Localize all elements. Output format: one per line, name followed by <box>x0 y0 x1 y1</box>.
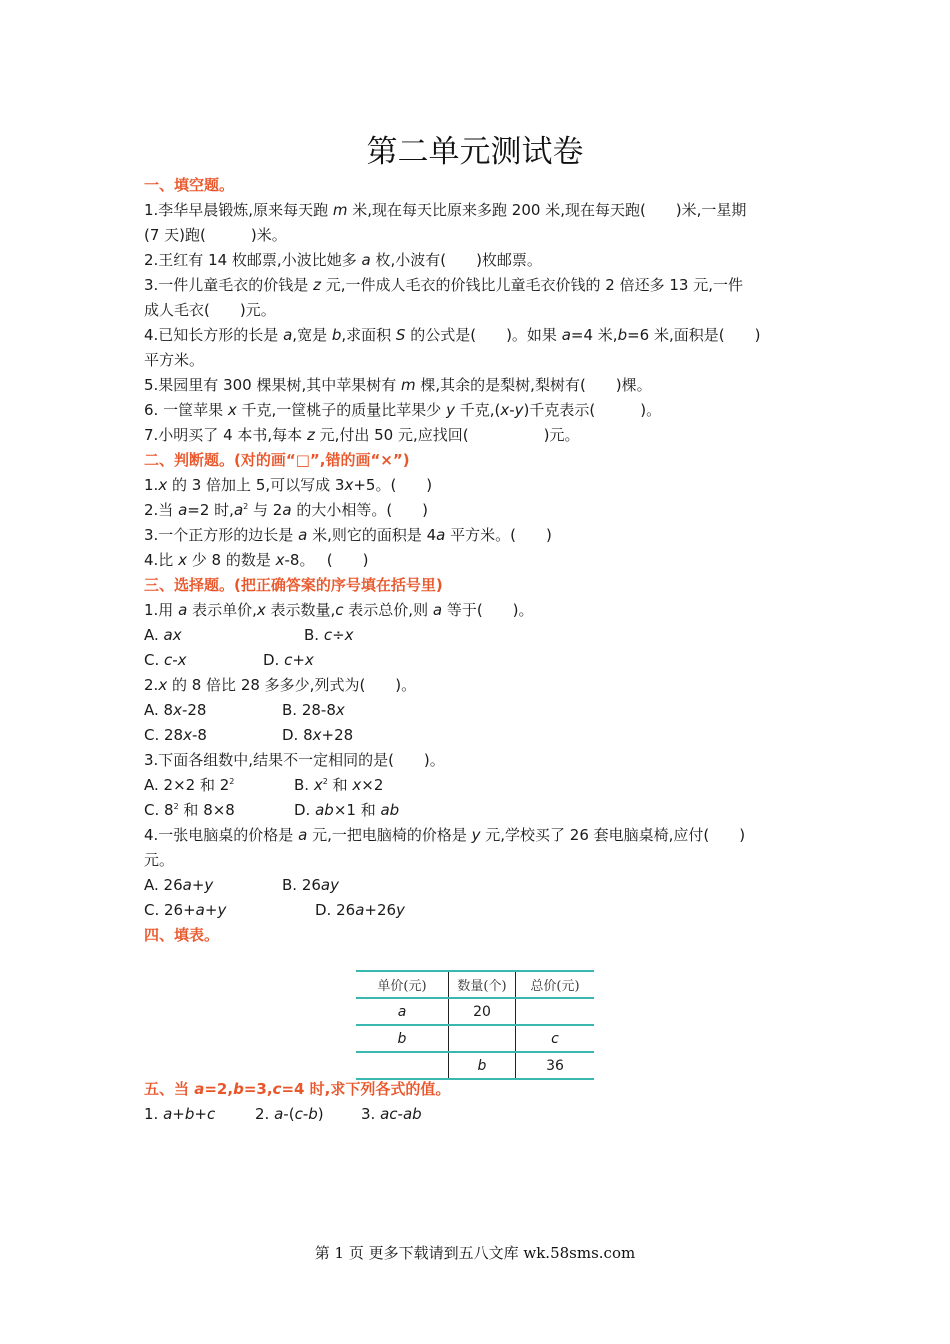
question-1-4: 4.已知长方形的长是 a,宽是 b,求面积 S 的公式是( )。如果 a=4 米,b=6 米,面积是( ) <box>144 326 761 344</box>
options-3-2-ab <box>144 698 809 723</box>
expressions-row <box>144 1102 809 1127</box>
option-d: D. 26a+26y <box>315 901 405 919</box>
question-2-2: 2.当 a=2 时$,a^2$ 与 2a 的大小相等。( ) <box>144 501 429 519</box>
expression-1: 1. a+b+c <box>144 1105 216 1123</box>
option-a: A. ax <box>144 626 182 644</box>
question-1-6: 6. 一筐苹果 x 千克,一筐桃子的质量比苹果少 y 千克,(x-y)千克表示( )。 <box>144 401 662 419</box>
option-a: A. 26a+y <box>144 876 214 894</box>
option-d: D. c+x <box>263 651 314 669</box>
options-3-3-ab <box>144 773 809 798</box>
option-d: D. 8x+28 <box>282 726 354 744</box>
header-quantity: 数量(个) <box>449 971 516 998</box>
table-row <box>356 998 594 1025</box>
table-cell: 36 <box>516 1052 595 1079</box>
table-row <box>356 1052 594 1079</box>
section-3-heading: 三、选择题。(把正确答案的序号填在括号里) <box>144 576 443 594</box>
question-1-3-cont: 成人毛衣( )元。 <box>144 301 276 319</box>
option-b: B. c÷x <box>304 626 354 644</box>
page-footer: 第 1 页 更多下载请到五八文库 wk.58sms.com <box>314 1244 636 1262</box>
question-1-4-cont: 平方米。 <box>144 351 205 369</box>
table-cell: c <box>516 1025 595 1052</box>
table-cell: 20 <box>449 998 516 1025</box>
option-b: B. $x^2$ 和 x×2 <box>294 776 384 794</box>
table-cell: b <box>449 1052 516 1079</box>
table-cell <box>516 998 595 1025</box>
table-header-row <box>356 971 594 998</box>
option-d: D. ab×1 和 ab <box>294 801 400 819</box>
question-1-1: 1.李华早晨锻炼,原来每天跑 m 米,现在每天比原来多跑 200 米,现在每天跑( )米,一星期 <box>144 201 747 219</box>
option-c: C. $8^2$ 和 8×8 <box>144 801 235 819</box>
options-3-3-cd <box>144 798 809 823</box>
option-a: A. 2×2 和 $2^2$ <box>144 776 235 794</box>
question-1-7: 7.小明买了 4 本书,每本 z 元,付出 50 元,应找回( )元。 <box>144 426 580 444</box>
options-3-4-cd <box>144 898 809 923</box>
option-c: C. c-x <box>144 651 187 669</box>
question-3-3: 3.下面各组数中,结果不一定相同的是( )。 <box>144 751 445 769</box>
page-title: 第二单元测试卷 <box>366 134 584 170</box>
question-3-4-cont: 元。 <box>144 851 175 869</box>
option-c: C. 26+a+y <box>144 901 227 919</box>
options-3-1-ab <box>144 623 809 648</box>
question-3-1: 1.用 a 表示单价,x 表示数量,c 表示总价,则 a 等于( )。 <box>144 601 534 619</box>
section-2-heading: 二、判断题。(对的画“□”,错的画“×”) <box>144 451 410 469</box>
options-3-4-ab <box>144 873 809 898</box>
section-5-heading: 五、当 a=2,b=3,c=4 时,求下列各式的值。 <box>144 1080 451 1098</box>
question-3-4: 4.一张电脑桌的价格是 a 元,一把电脑椅的价格是 y 元,学校买了 26 套电脑桌椅,应付( ) <box>144 826 746 844</box>
question-3-2: 2.x 的 8 倍比 28 多多少,列式为( )。 <box>144 676 417 694</box>
expression-3: 3. ac-ab <box>361 1105 422 1123</box>
exam-content <box>144 173 809 948</box>
question-1-5: 5.果园里有 300 棵果树,其中苹果树有 m 棵,其余的是梨树,梨树有( )棵。 <box>144 376 652 394</box>
table-cell <box>356 1052 449 1079</box>
table-row <box>356 1025 594 1052</box>
section-5 <box>144 1077 809 1127</box>
option-b: B. 28-8x <box>282 701 345 719</box>
header-total-price: 总价(元) <box>516 971 595 998</box>
question-2-3: 3.一个正方形的边长是 a 米,则它的面积是 4a 平方米。( ) <box>144 526 552 544</box>
table-cell: a <box>356 998 449 1025</box>
question-1-2: 2.王红有 14 枚邮票,小波比她多 a 枚,小波有( )枚邮票。 <box>144 251 542 269</box>
fill-in-table <box>356 970 594 1080</box>
option-b: B. 26ay <box>282 876 339 894</box>
question-1-1-cont: (7 天)跑( )米。 <box>144 226 287 244</box>
option-c: C. 28x-8 <box>144 726 207 744</box>
question-1-3: 3.一件儿童毛衣的价钱是 z 元,一件成人毛衣的价钱比儿童毛衣价钱的 2 倍还多 13 元,一件 <box>144 276 743 294</box>
options-3-1-cd <box>144 648 809 673</box>
option-a: A. 8x-28 <box>144 701 207 719</box>
section-4-heading: 四、填表。 <box>144 926 220 944</box>
table-cell: b <box>356 1025 449 1052</box>
section-1-heading: 一、填空题。 <box>144 176 235 194</box>
header-unit-price: 单价(元) <box>356 971 449 998</box>
options-3-2-cd <box>144 723 809 748</box>
question-2-4: 4.比 x 少 8 的数是 x-8。 ( ) <box>144 551 369 569</box>
question-2-1: 1.x 的 3 倍加上 5,可以写成 3x+5。( ) <box>144 476 433 494</box>
table-cell <box>449 1025 516 1052</box>
expression-2: 2. a-(c-b) <box>255 1105 324 1123</box>
